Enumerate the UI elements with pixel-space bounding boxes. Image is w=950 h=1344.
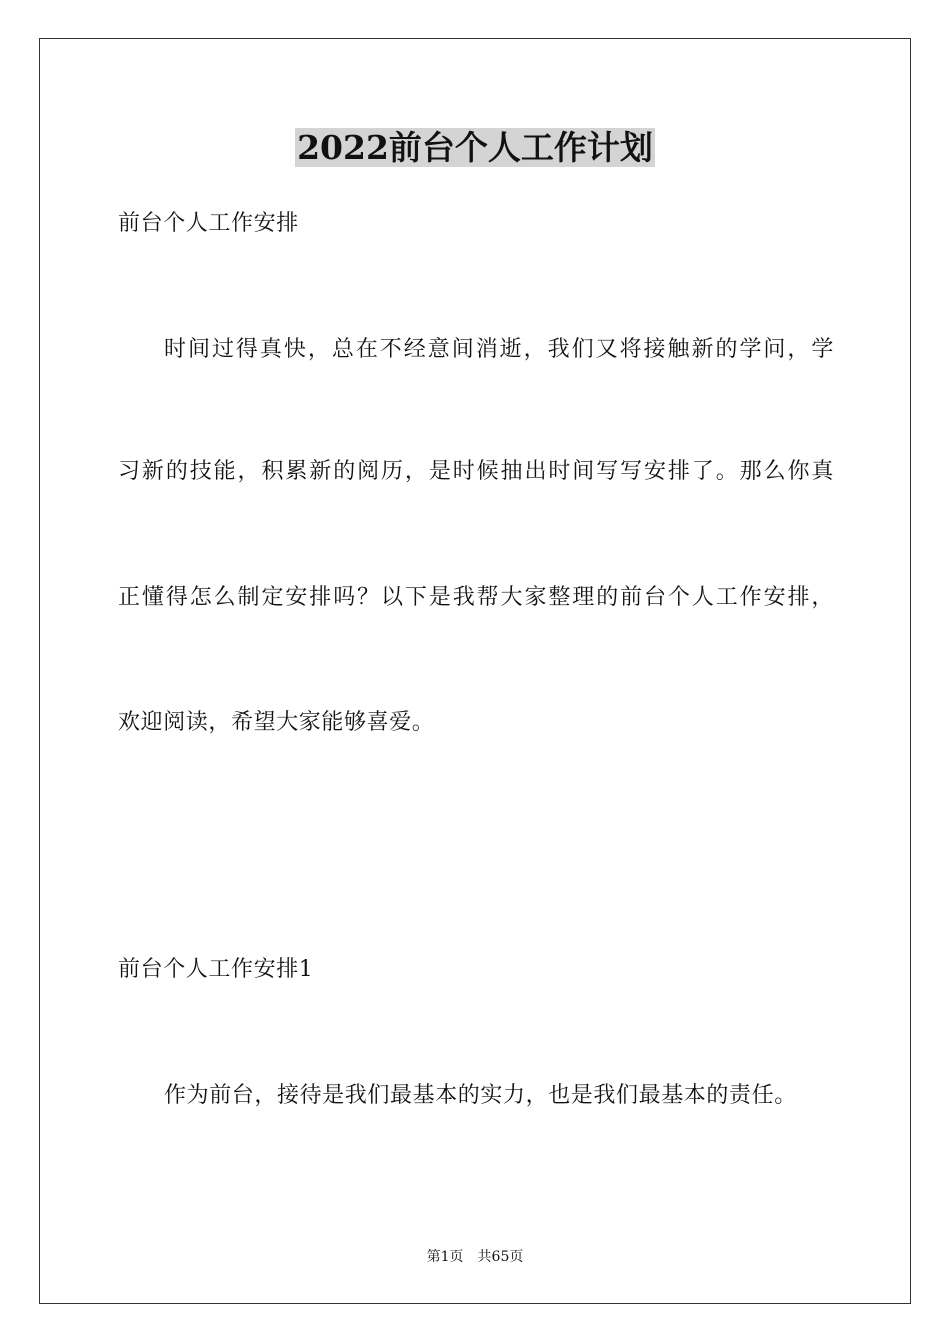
paragraph-line: 欢迎阅读，希望大家能够喜爱。 (118, 710, 435, 735)
section-heading: 前台个人工作安排 (118, 211, 299, 236)
document-title (0, 126, 950, 170)
page-footer (0, 1247, 950, 1267)
paragraph-line: 时间过得真快，总在不经意间消逝，我们又将接触新的学问，学 (164, 337, 834, 362)
paragraph-line: 正懂得怎么制定安排吗？以下是我帮大家整理的前台个人工作安排， (118, 585, 834, 610)
document-title-text: 2022前台个人工作计划 (297, 128, 653, 167)
page-number: 第1页 (426, 1249, 464, 1265)
paragraph-line: 作为前台，接待是我们最基本的实力，也是我们最基本的责任。 (164, 1083, 797, 1108)
page-total: 共65页 (477, 1249, 524, 1265)
section-heading: 前台个人工作安排1 (118, 957, 314, 982)
paragraph-line: 习新的技能，积累新的阅历，是时候抽出时间写写安排了。那么你真 (118, 459, 834, 484)
